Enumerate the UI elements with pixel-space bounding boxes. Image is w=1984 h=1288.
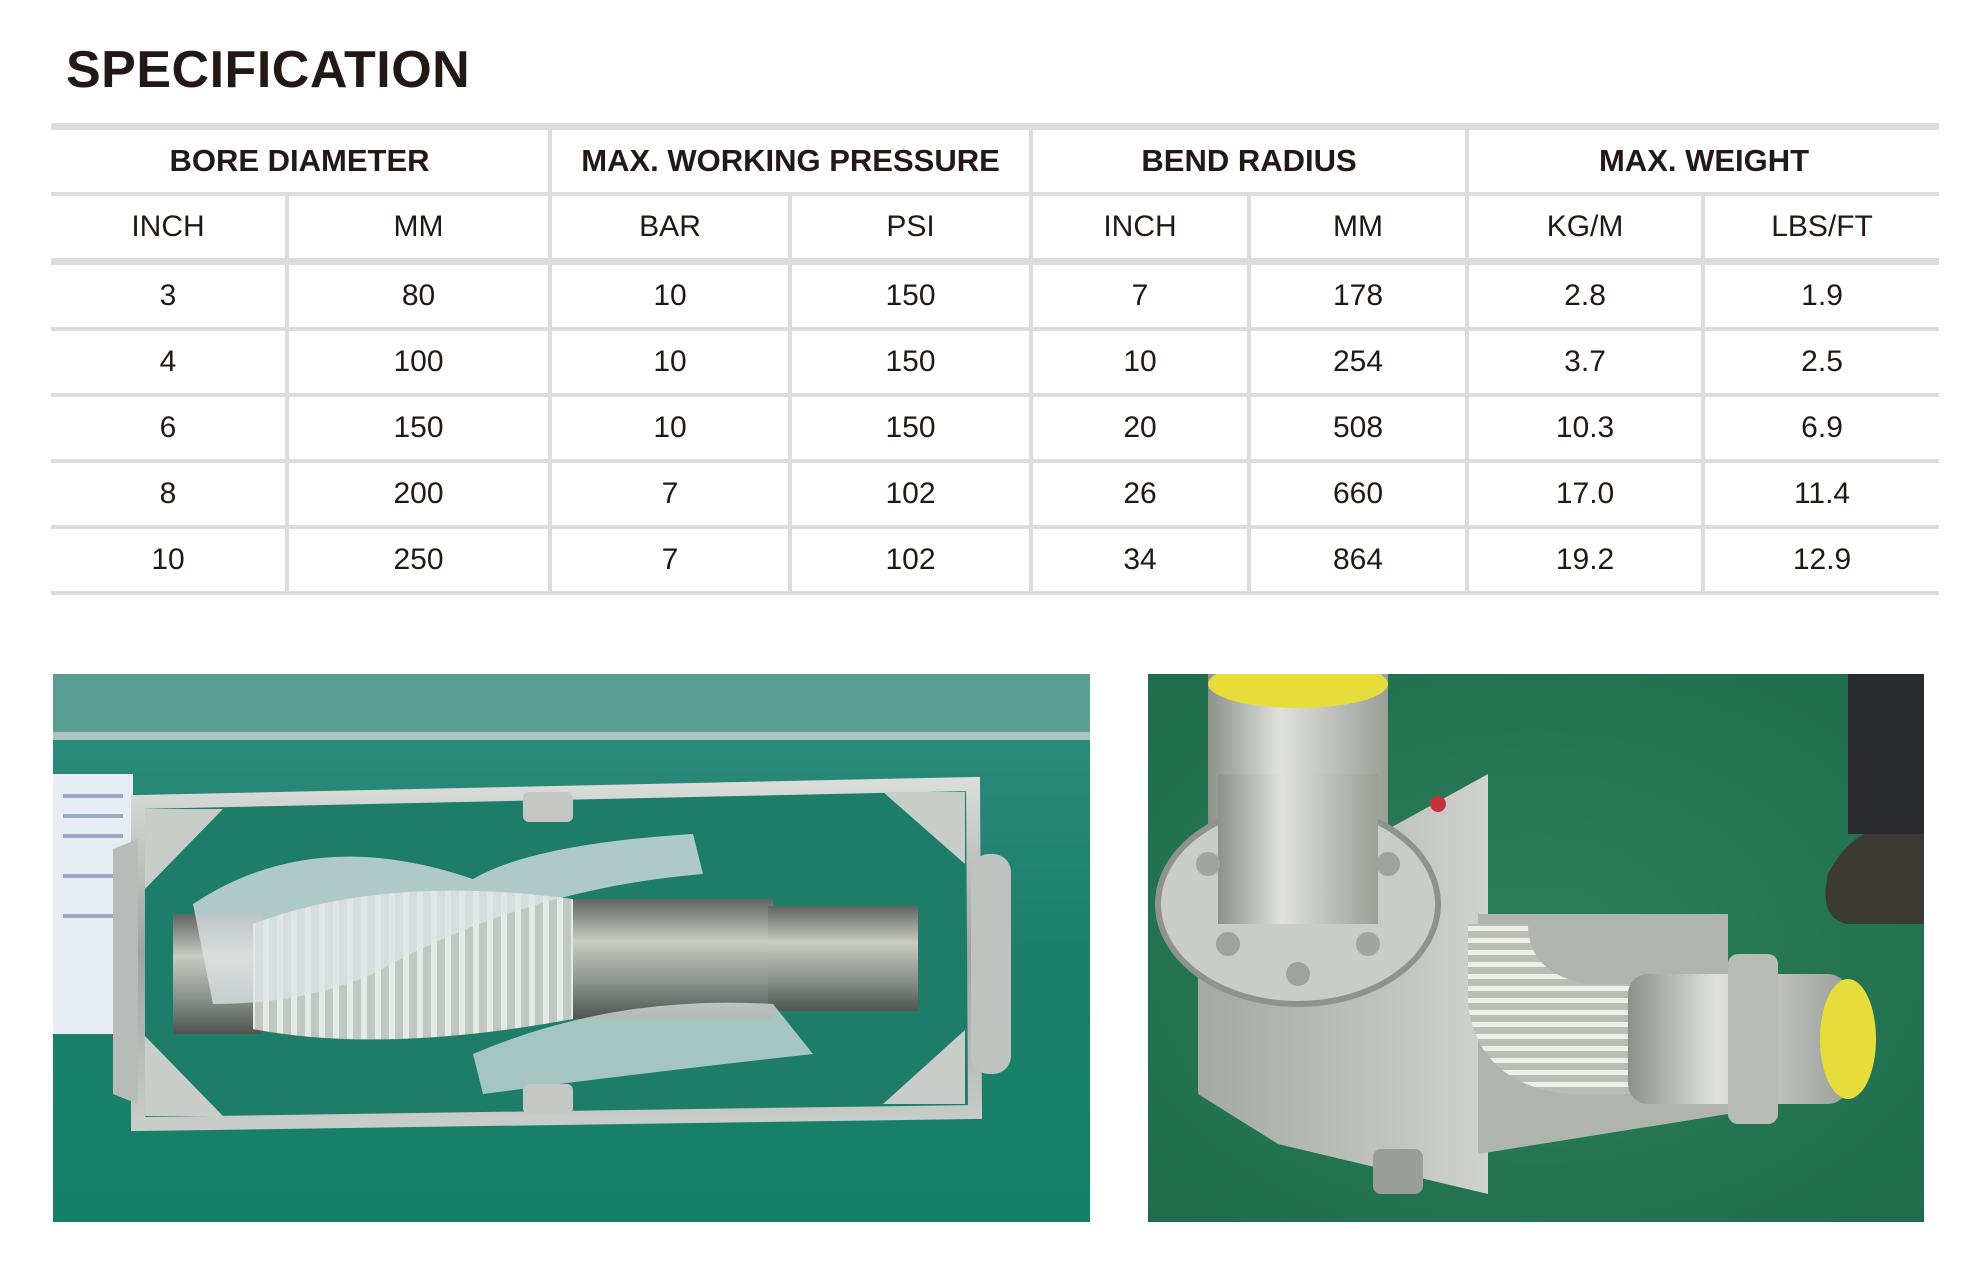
table-cell: 200 [287, 461, 550, 527]
group-header-max-working-pressure: MAX. WORKING PRESSURE [550, 127, 1031, 195]
page-title: SPECIFICATION [66, 41, 471, 99]
table-row [51, 395, 1939, 461]
table-row [51, 527, 1939, 593]
table-cell: 660 [1249, 461, 1467, 527]
table-cell: 2.5 [1703, 329, 1939, 395]
table-cell: 102 [790, 461, 1031, 527]
hose-assembly-photo [53, 674, 1090, 1222]
table-cell: 150 [790, 329, 1031, 395]
table-cell: 7 [550, 461, 790, 527]
table-row [51, 461, 1939, 527]
unit-header: LBS/FT [1703, 194, 1939, 262]
specification-table [51, 123, 1939, 595]
group-header-row [51, 127, 1939, 195]
table-cell: 508 [1249, 395, 1467, 461]
table-cell: 17.0 [1467, 461, 1703, 527]
table-cell: 10 [51, 527, 287, 593]
table-cell: 10 [550, 262, 790, 330]
unit-header: BAR [550, 194, 790, 262]
table-cell: 178 [1249, 262, 1467, 330]
table-row [51, 329, 1939, 395]
table-cell: 26 [1031, 461, 1249, 527]
table-cell: 20 [1031, 395, 1249, 461]
table-cell: 864 [1249, 527, 1467, 593]
table-cell: 2.8 [1467, 262, 1703, 330]
table-cell: 10 [550, 395, 790, 461]
table-cell: 3.7 [1467, 329, 1703, 395]
table-cell: 10 [550, 329, 790, 395]
table-cell: 10 [1031, 329, 1249, 395]
installed-hose-photo [1148, 674, 1924, 1222]
unit-header: PSI [790, 194, 1031, 262]
unit-header-row [51, 194, 1939, 262]
table-cell: 3 [51, 262, 287, 330]
table-cell: 7 [550, 527, 790, 593]
table-cell: 4 [51, 329, 287, 395]
table-cell: 102 [790, 527, 1031, 593]
table-cell: 1.9 [1703, 262, 1939, 330]
table-cell: 19.2 [1467, 527, 1703, 593]
group-header-bore-diameter: BORE DIAMETER [51, 127, 550, 195]
table-cell: 80 [287, 262, 550, 330]
unit-header: INCH [1031, 194, 1249, 262]
unit-header: MM [1249, 194, 1467, 262]
unit-header: KG/M [1467, 194, 1703, 262]
group-header-max-weight: MAX. WEIGHT [1467, 127, 1939, 195]
table-cell: 150 [790, 262, 1031, 330]
table-cell: 7 [1031, 262, 1249, 330]
table-cell: 11.4 [1703, 461, 1939, 527]
table-cell: 10.3 [1467, 395, 1703, 461]
table-cell: 100 [287, 329, 550, 395]
table-cell: 12.9 [1703, 527, 1939, 593]
table-cell: 250 [287, 527, 550, 593]
table-cell: 34 [1031, 527, 1249, 593]
table-row [51, 262, 1939, 330]
table-cell: 6.9 [1703, 395, 1939, 461]
unit-header: MM [287, 194, 550, 262]
table-cell: 150 [287, 395, 550, 461]
table-cell: 254 [1249, 329, 1467, 395]
unit-header: INCH [51, 194, 287, 262]
table-cell: 6 [51, 395, 287, 461]
table-cell: 150 [790, 395, 1031, 461]
group-header-bend-radius: BEND RADIUS [1031, 127, 1467, 195]
table-cell: 8 [51, 461, 287, 527]
